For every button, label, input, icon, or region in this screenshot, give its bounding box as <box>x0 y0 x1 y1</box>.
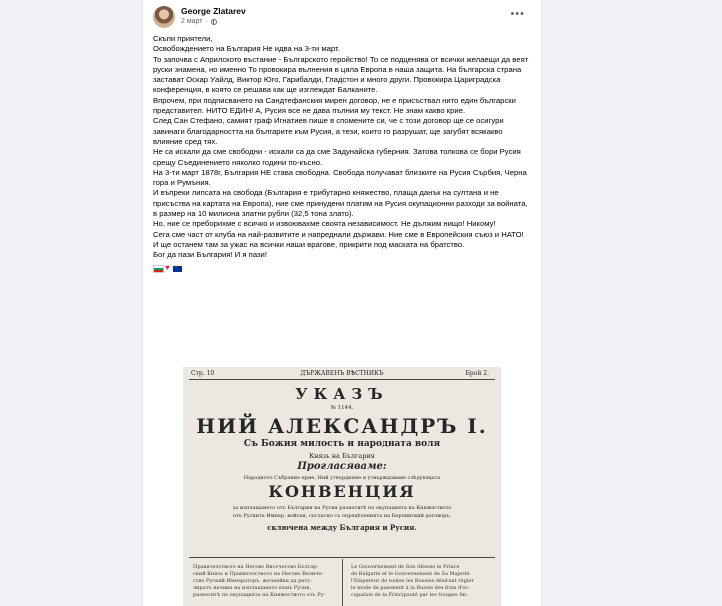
scan-concluded: сключена между България и Русия. <box>267 523 417 532</box>
heart-icon <box>165 266 172 272</box>
scan-convention: КОНВЕНЦИЯ <box>268 482 416 501</box>
bulgaria-flag-icon <box>153 265 164 273</box>
post-image-decree-scan[interactable] <box>183 367 501 606</box>
scan-proclaim: Прогласяваме: <box>297 461 387 472</box>
scan-grace: Съ Божия милость и народната воля <box>243 439 441 449</box>
eu-flag-icon <box>173 266 182 272</box>
scan-decree: Народното Събрание прие, Ний утвърдихме и утвърждаваме слѣдующата <box>243 475 441 481</box>
scan-title: УКАЗЪ <box>295 385 389 403</box>
scan-text-line: Правителството на Негово Височество Българ- <box>193 564 319 570</box>
scan-text-line: l'Empereur de toutes les Russies désirant régler <box>351 578 474 584</box>
author-name[interactable]: George Zlatarev <box>181 6 246 16</box>
scan-text-line: лиратъ начина на изплащането къмъ Русия, <box>193 585 311 591</box>
globe-icon <box>211 19 217 25</box>
scan-page-number: Стр. 10 <box>191 370 215 377</box>
scan-text-line: le mode de paiement à la Russie des frais d'oc- <box>351 585 471 591</box>
post-paragraph: След Сан Стефано, самият граф Игнатиев пише в спомените си, че с този договор ще се осигури завинаги благодарността на българите към Русия, а тези, които го разрушат, ще загубят всякакво влияние сред тях. <box>153 116 504 146</box>
post-paragraph: Впрочем, при подписването на Сандтефанския мирен договор, не е присъствал нито един български представител. НИТО ЕДИН! А, Русия все не дава пълния му текст. Не знам какво крие. <box>153 95 516 116</box>
post-paragraph: Сега сме част от клуба на най-развитите и напреднали държави. Ние сме в Европейския съюз и НАТО! И ще останем там за ужас на всички наши врагове, прикрити под маската на братство. <box>153 229 524 249</box>
scan-prince: Князь на България <box>309 452 375 460</box>
scan-newspaper-name: ДЪРЖАВЕНЪ ВѢСТНИКЪ <box>300 370 384 377</box>
scan-number: № 1144. <box>330 405 354 411</box>
post-time[interactable]: 2 март <box>181 18 203 25</box>
scan-rule <box>189 379 495 380</box>
scan-ruler: НИЙ АЛЕКСАНДРЪ I. <box>196 414 488 438</box>
scan-issue: Брой 2. <box>465 370 489 377</box>
facebook-post-card <box>143 0 541 606</box>
scan-right-column <box>351 564 491 599</box>
author-avatar[interactable] <box>153 6 175 28</box>
post-paragraph: Скъпи приятели, <box>153 34 213 43</box>
post-paragraph: Бог да пази България! И я пази! <box>153 250 267 260</box>
post-paragraph: То започва с Априлското въстание - Българското геройство! То се подценява от всички желаещи да веят руски знамена, но именно То провокира вълнения в цяла Европа в наша защита. На българска страна застават Оскар Уайлд, Виктор Юго, Гарибалди, Гладстон и много други. Провокира Цариградска конференция, в която се решава как ще изглеждат Балканите. <box>153 54 529 95</box>
more-options-icon[interactable]: ••• <box>510 8 525 20</box>
post-text <box>143 34 541 261</box>
scan-subtitle: за изплащането отъ България на Русия разноситѣ по окупацията на Княжеството <box>232 505 452 511</box>
post-meta: 2 март · <box>181 18 217 25</box>
post-paragraph: На 3-ти март 1878г, България НЕ става свободна. Свобода получават близките на Русия Сърбия, Черна гора и Румъния. <box>153 167 527 188</box>
scan-text-line: ский Князь и Правителството на Негово Величе- <box>193 571 324 577</box>
post-header <box>143 0 541 34</box>
scan-text-line: de Bulgarie et le Gouvernement de Sa Majesté <box>351 571 470 577</box>
post-paragraph: Но, ние се преборихме с всичко и извоювахме своята независимост. Не дължим нищо! Никому! <box>153 219 496 229</box>
emoji-row <box>143 261 541 274</box>
scan-subtitle: отъ Руските Импер. войски, съгласно съ опредѣленията на Берлинский договоръ, <box>232 513 452 519</box>
post-paragraph: Освобождението на България Не идва на 3-ти март. <box>153 44 340 54</box>
scan-left-column <box>193 564 333 599</box>
post-paragraph: Не са искали да сме свободни - искали са да сме Задунайска губерния. Затова толкова се бори Русия срещу Съединението няколко години по-късно. <box>153 147 521 167</box>
scan-text-line: cupation de la Principauté par les troupes Im- <box>351 592 468 598</box>
scan-text-line: ство Руский Императоръ, желаейки да регу- <box>193 578 312 584</box>
scan-rule <box>189 557 495 558</box>
scan-text-line: Le Gouvernement de Son Altesse le Prince <box>351 564 460 570</box>
post-paragraph: И въпреки липсата на свобода (България е трибутарно княжество, плаща данък на султана и не присъства на картата на Европа), ние сме принудени платим на Русия окупационни разходи за войната, в размер на 10 милиона златни рубли (32,5 тона злато). <box>153 188 528 219</box>
scan-column-divider <box>342 559 343 606</box>
scan-text-line: разноситѣ по окупацията на Княжеството отъ Ру- <box>193 592 326 598</box>
